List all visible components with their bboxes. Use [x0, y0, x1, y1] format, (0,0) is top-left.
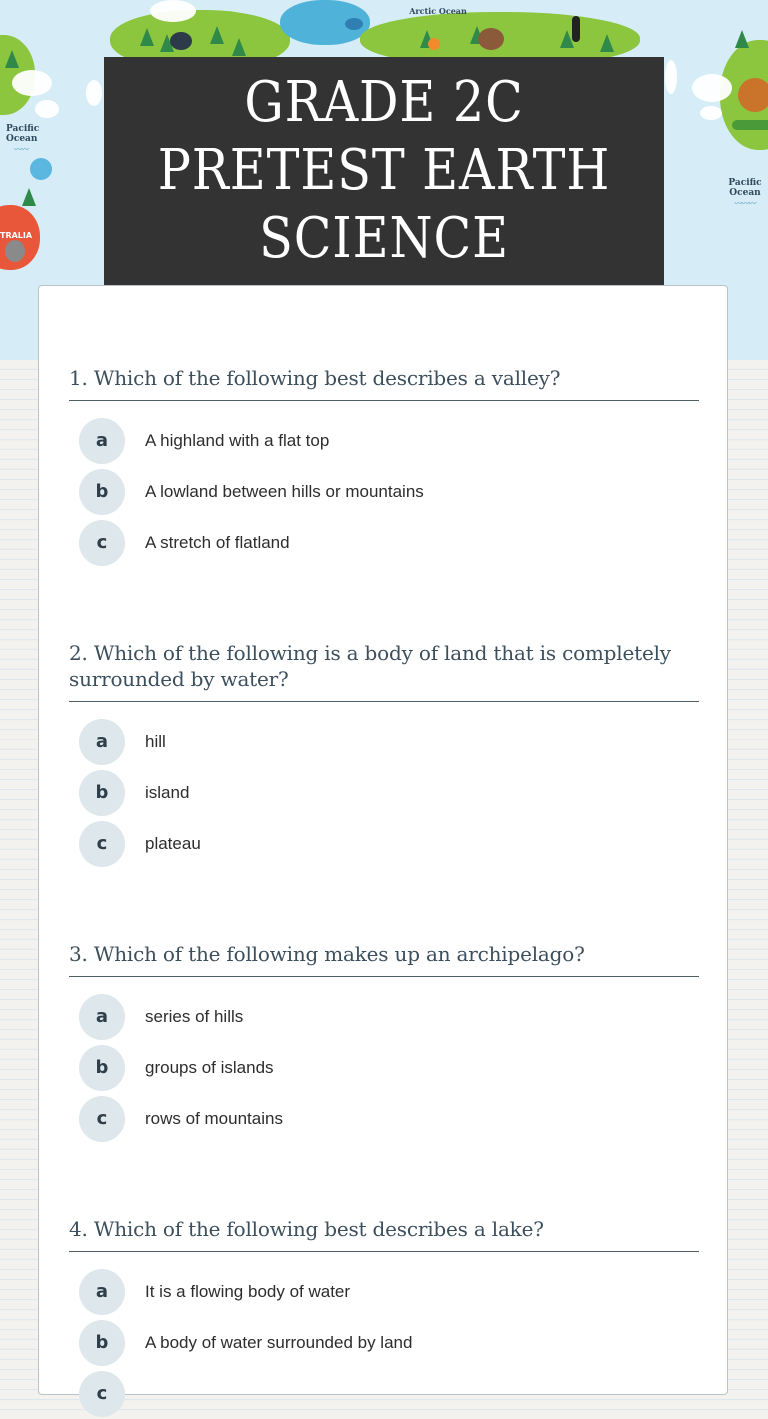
ocean-label-text: Pacific Ocean — [728, 178, 762, 198]
option-text: It is a flowing body of water — [145, 1281, 351, 1301]
arctic-ocean-label — [408, 6, 468, 16]
question-text: 1. Which of the following best describes a valley? — [69, 365, 699, 401]
question-3 — [69, 941, 699, 1144]
question-text: 2. Which of the following is a body of land that is completely surrounded by water? — [69, 640, 699, 702]
tree-decoration — [600, 34, 614, 52]
answer-option[interactable] — [79, 1317, 699, 1368]
option-letter-bubble[interactable]: c — [79, 520, 125, 566]
cloud-decoration — [692, 74, 732, 102]
tree-decoration — [140, 28, 154, 46]
lion-icon — [738, 78, 768, 112]
option-letter-bubble[interactable]: b — [79, 1045, 125, 1091]
tree-decoration — [210, 26, 224, 44]
worksheet-card — [38, 285, 728, 1404]
answer-option[interactable] — [79, 1042, 699, 1093]
answer-option[interactable] — [79, 415, 699, 466]
cloud-decoration — [665, 60, 677, 94]
option-text: hill — [145, 731, 166, 751]
fox-icon — [428, 38, 440, 50]
option-text: groups of islands — [145, 1057, 274, 1077]
question-4 — [69, 1216, 699, 1419]
option-text: A stretch of flatland — [145, 532, 290, 552]
octopus-icon — [30, 158, 52, 180]
answer-option[interactable] — [79, 716, 699, 767]
crocodile-icon — [732, 120, 768, 130]
option-letter-bubble[interactable]: b — [79, 770, 125, 816]
option-letter-bubble[interactable]: a — [79, 719, 125, 765]
wave-icon: 〰〰〰 — [734, 198, 756, 208]
question-1 — [69, 365, 699, 568]
tree-decoration — [5, 50, 19, 68]
koala-icon — [5, 240, 25, 262]
option-text: A body of water surrounded by land — [145, 1332, 413, 1352]
option-letter-bubble[interactable]: a — [79, 418, 125, 464]
answer-options — [69, 991, 699, 1144]
option-letter-bubble[interactable]: c — [79, 1096, 125, 1142]
ocean-label-text: Arctic Ocean — [409, 6, 467, 16]
answer-option[interactable] — [79, 1093, 699, 1144]
question-text: 4. Which of the following best describes a lake? — [69, 1216, 699, 1252]
tree-decoration — [735, 30, 749, 48]
option-text: A highland with a flat top — [145, 430, 330, 450]
answer-option[interactable] — [79, 767, 699, 818]
answer-option[interactable] — [79, 517, 699, 568]
wave-icon: 〰〰 — [14, 144, 28, 154]
cloud-decoration — [86, 80, 102, 106]
option-letter-bubble[interactable]: a — [79, 1269, 125, 1315]
option-letter-bubble[interactable]: c — [79, 1371, 125, 1417]
answer-options — [69, 415, 699, 568]
penguin-icon — [572, 16, 580, 42]
cloud-decoration — [12, 70, 52, 96]
bear-icon — [170, 32, 192, 50]
australia-label-text: TRALIA — [0, 231, 33, 240]
australia-label — [0, 231, 32, 241]
option-letter-bubble[interactable]: b — [79, 1320, 125, 1366]
answer-options — [69, 716, 699, 869]
option-text: plateau — [145, 833, 201, 853]
pacific-ocean-label-right — [728, 178, 762, 208]
answer-option[interactable] — [79, 1266, 699, 1317]
question-text: 3. Which of the following makes up an archipelago? — [69, 941, 699, 977]
option-letter-bubble[interactable]: b — [79, 469, 125, 515]
whale-icon — [345, 18, 363, 30]
tree-decoration — [22, 188, 36, 206]
cloud-decoration — [35, 100, 59, 118]
question-2 — [69, 640, 699, 869]
option-text: rows of mountains — [145, 1108, 283, 1128]
option-text: series of hills — [145, 1006, 244, 1026]
answer-options — [69, 1266, 699, 1419]
answer-option[interactable] — [79, 818, 699, 869]
option-letter-bubble[interactable]: a — [79, 994, 125, 1040]
option-text: A lowland between hills or mountains — [145, 481, 424, 501]
pacific-ocean-label-left — [6, 124, 40, 154]
option-letter-bubble[interactable]: c — [79, 821, 125, 867]
tree-decoration — [232, 38, 246, 56]
title-box — [104, 57, 664, 285]
page-title: GRADE 2C PRETEST EARTH SCIENCE — [157, 70, 611, 271]
cloud-decoration — [700, 106, 722, 120]
option-text: island — [145, 782, 190, 802]
cloud-decoration — [150, 0, 196, 22]
answer-option[interactable] — [79, 991, 699, 1042]
ocean-label-text: Pacific Ocean — [6, 124, 40, 144]
bear-icon — [478, 28, 504, 50]
answer-option[interactable] — [79, 466, 699, 517]
answer-option[interactable] — [79, 1368, 699, 1419]
